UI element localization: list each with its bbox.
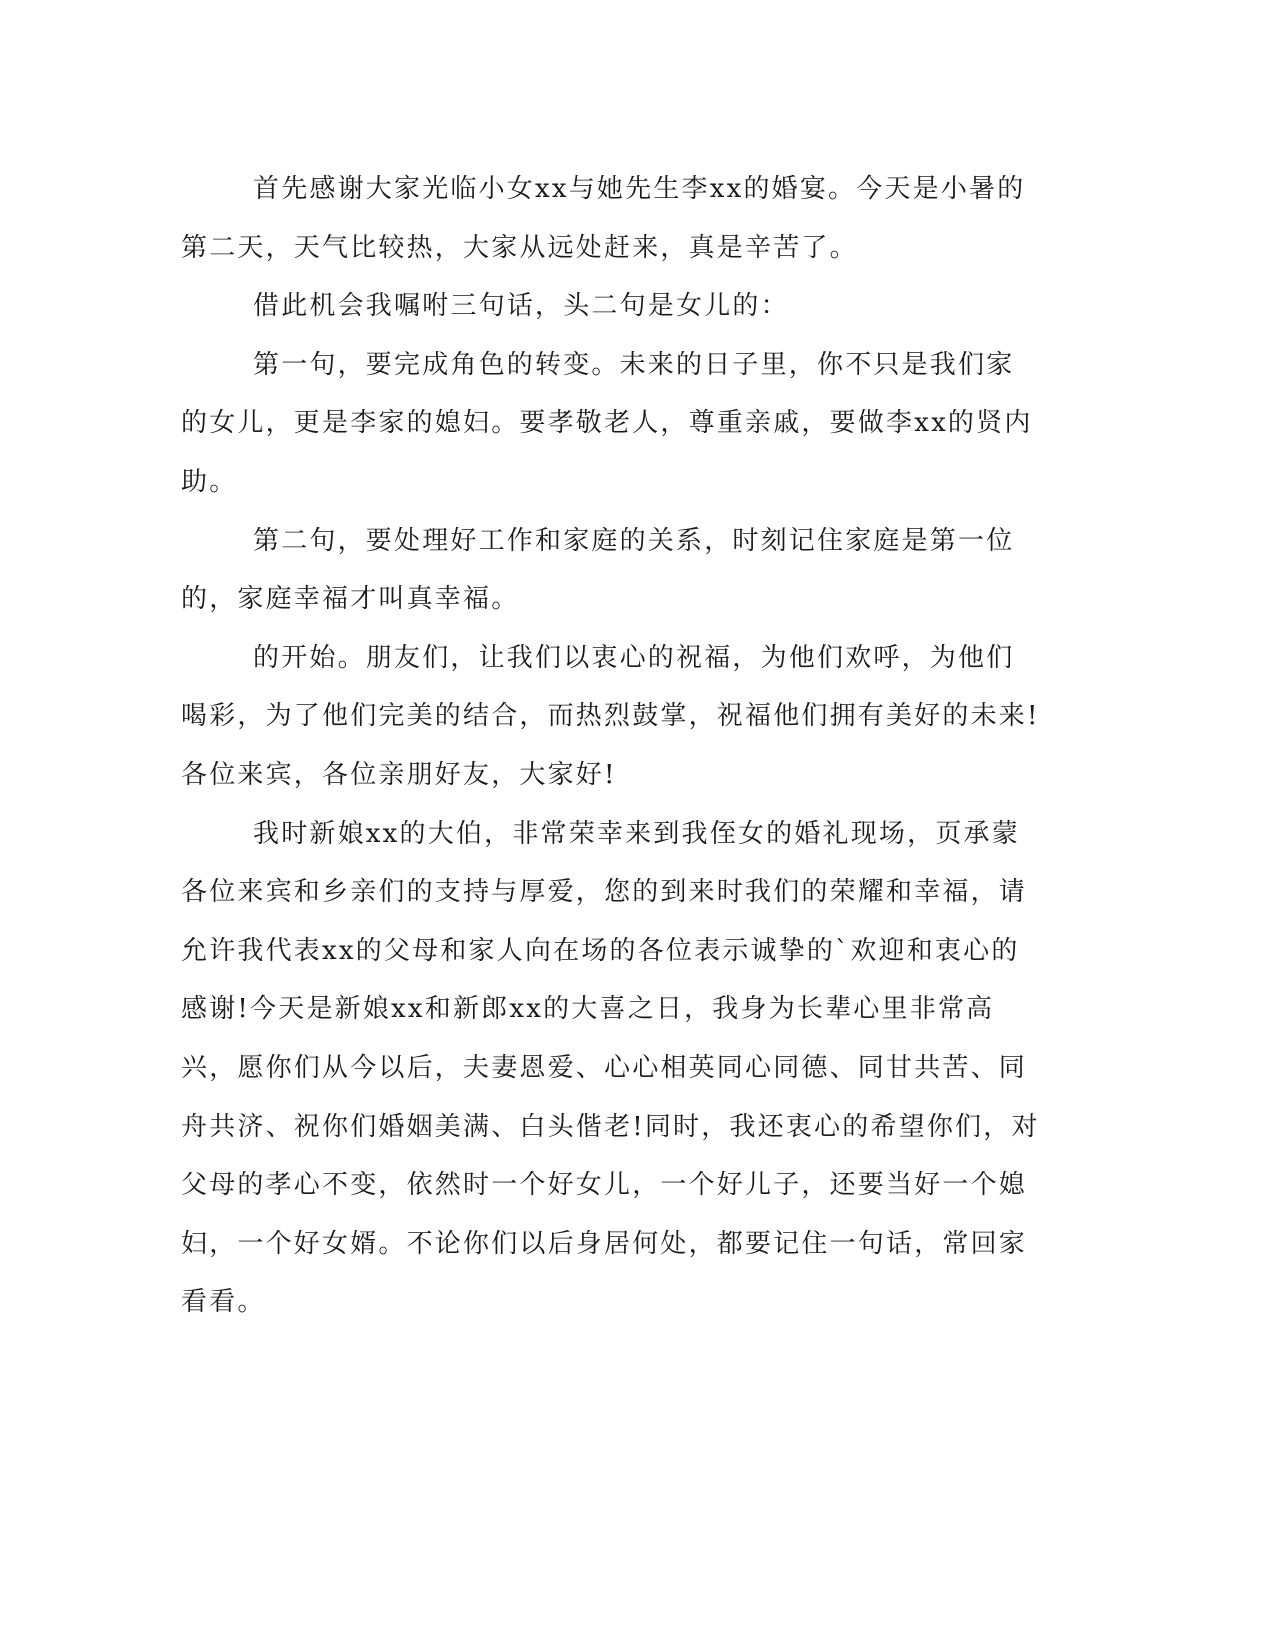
paragraph-1: 首先感谢大家光临小女xx与她先生李xx的婚宴。今天是小暑的第二天，天气比较热，大家从远处赶来，真是辛苦了。: [181, 174, 1026, 263]
paragraph-3: 第一句，要完成角色的转变。未来的日子里，你不只是我们家的女儿，更是李家的媳妇。要孝敬老人，尊重亲戚，要做李xx的贤内助。: [181, 349, 1033, 497]
paragraph-4: 第二句，要处理好工作和家庭的关系，时刻记住家庭是第一位的，家庭幸福才叫真幸福。: [181, 525, 1015, 615]
paragraph-2: 借此机会我嘱咐三句话，头二句是女儿的：: [253, 291, 789, 322]
paragraph-5: 的开始。朋友们，让我们以衷心的祝福，为他们欢呼，为他们喝彩，为了他们完美的结合，而热烈鼓掌，祝福他们拥有美好的未来!各位来宾，各位亲朋好友，大家好!: [181, 642, 1040, 790]
paragraph-6: 我时新娘xx的大伯，非常荣幸来到我侄女的婚礼现场，页承蒙各位来宾和乡亲们的支持与厚爱，您的到来时我们的荣耀和幸福，请允许我代表xx的父母和家人向在场的各位表示诚挚的`欢迎和衷心的感谢!今天是新娘xx和新郎xx的大喜之日，我身为长辈心里非常高兴，愿你们从今以后，夫妻恩爱、心心相英同心同德、同甘共苦、同舟共济、祝你们婚姻美满、白头偕老!同时，我还衷心的希望你们，对父母的孝心不变，依然时一个好女儿，一个好儿子，还要当好一个媳妇，一个好女婿。不论你们以后身居何处，都要记住一句话，常回家看看。: [181, 818, 1040, 1318]
document-body: [181, 160, 1041, 1332]
